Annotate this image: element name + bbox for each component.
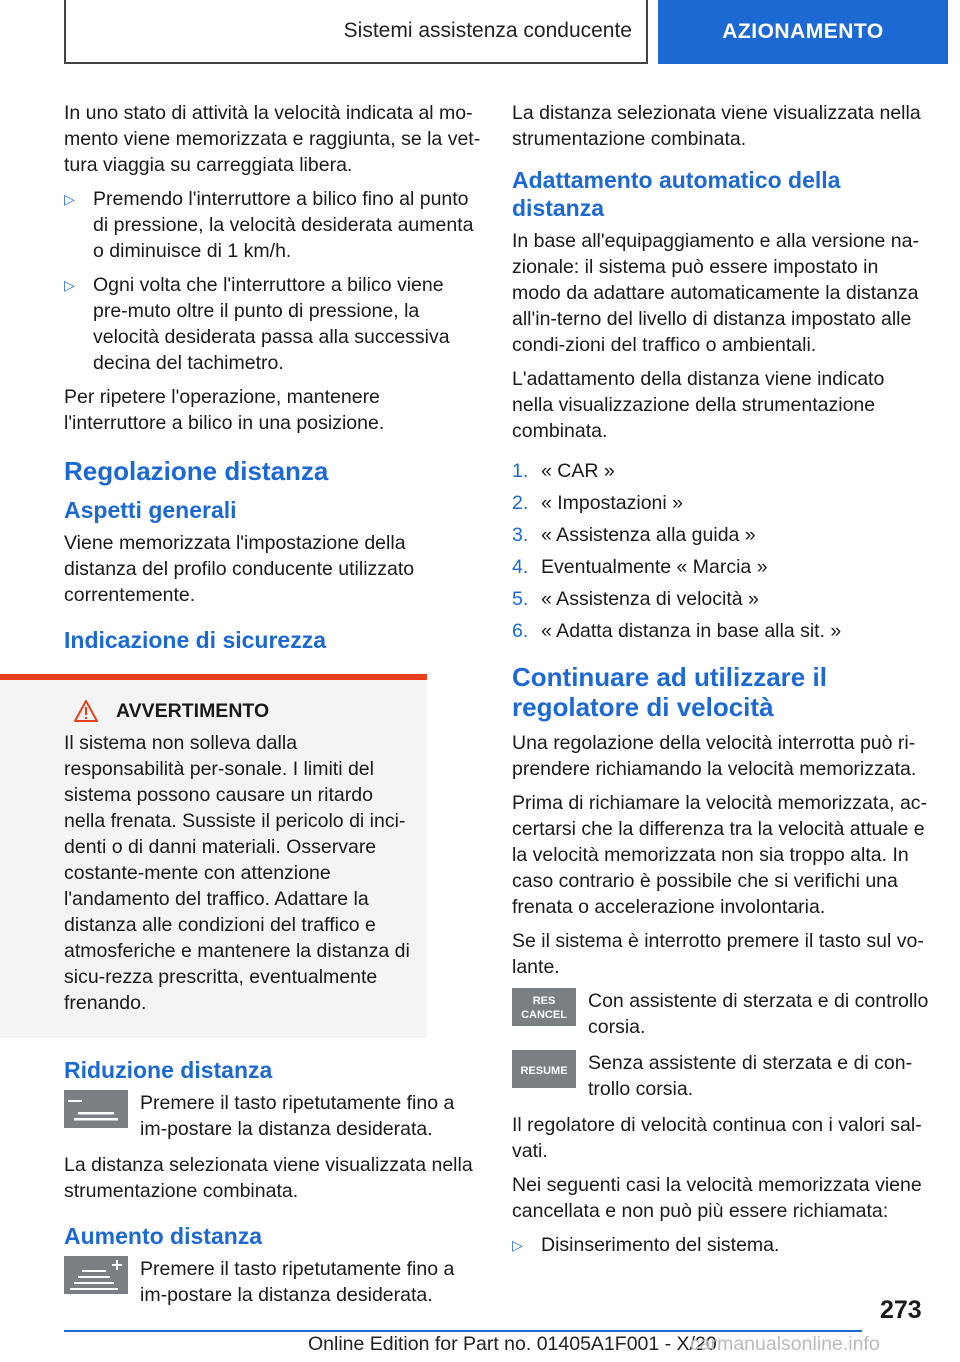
paragraph: Prima di richiamare la velocità memorizzata, ac-certarsi che la differenza tra la velocità attuale e la velocità memorizzata non sia troppo alta. In caso contrario è possibile che si verifichi una frenata o accelerazione involontaria. bbox=[512, 792, 928, 918]
paragraph: Il regolatore di velocità continua con i valori sal-vati. bbox=[512, 1114, 922, 1162]
list-item bbox=[512, 1232, 930, 1258]
step-number: 3. bbox=[512, 524, 529, 546]
aumento-text: Premere il tasto ripetutamente fino a im-postare la distanza desiderata. bbox=[140, 1258, 455, 1306]
res-cancel-button-icon bbox=[512, 988, 576, 1040]
step-text: « Adatta distanza in base alla sit. » bbox=[541, 620, 842, 642]
heading-adattamento: Adattamento automatico della distanza bbox=[512, 167, 841, 221]
paragraph: Nei seguenti casi la velocità memorizzata viene cancellata e non può più essere richiamata: bbox=[512, 1174, 922, 1222]
step-number: 2. bbox=[512, 492, 529, 514]
list-item bbox=[512, 458, 930, 484]
warning-text: Il sistema non solleva dalla responsabilità per-sonale. I limiti del sistema possono causare un ritardo nella frenata. Sussiste il pericolo di inci-denti o di danni materiali. Osservare costante-mente con attenzione l'andamento del traffico. Adattare la distanza alle condizioni del traffico e atmosferiche e mantenere la distanza di sicu-rezza prescritta, eventualmente frenando. bbox=[64, 732, 410, 1014]
paragraph: Per ripetere l'operazione, mantenere l'interruttore a bilico in una posizione. bbox=[64, 386, 385, 434]
aumento-row bbox=[64, 1256, 481, 1308]
watermark: carmanualsonline.info bbox=[690, 1333, 880, 1355]
paragraph: In base all'equipaggiamento e alla versione na-zionale: il sistema può essere impostato in modo da adattare automaticamente la distanza all'in-terno del livello di distanza impostato alle condi-zioni del traffico o ambientali. bbox=[512, 230, 919, 356]
header-section bbox=[64, 0, 648, 64]
step-text: « CAR » bbox=[541, 460, 615, 482]
heading-aspetti: Aspetti generali bbox=[64, 497, 237, 523]
warning-title-row bbox=[64, 698, 417, 724]
resume-row bbox=[512, 1050, 930, 1102]
step-number: 1. bbox=[512, 460, 529, 482]
heading-regolazione: Regolazione distanza bbox=[64, 456, 329, 486]
triangle-bullet-icon: ▷ bbox=[64, 191, 75, 207]
step-number: 5. bbox=[512, 588, 529, 610]
paragraph: La distanza selezionata viene visualizzata nella strumentazione combinata. bbox=[64, 1154, 473, 1202]
list-item-text: Ogni volta che l'interruttore a bilico viene pre-muto oltre il punto di pressione, la velocità desiderata passa alla successiva decina del tachimetro. bbox=[93, 274, 450, 374]
paragraph: La distanza selezionata viene visualizzata nella strumentazione combinata. bbox=[512, 102, 921, 150]
paragraph: Viene memorizzata l'impostazione della distanza del profilo conducente utilizzato correntemente. bbox=[64, 532, 415, 606]
riduzione-row bbox=[64, 1090, 481, 1142]
paragraph: In uno stato di attività la velocità indicata al mo-mento viene memorizzata e raggiunta, se la vet-tura viaggia su carreggiata libera. bbox=[64, 102, 481, 176]
paragraph: Una regolazione della velocità interrotta può ri-prendere richiamando la velocità memorizzata. bbox=[512, 732, 917, 780]
paragraph: Se il sistema è interrotto premere il tasto sul vo-lante. bbox=[512, 930, 924, 978]
list-item bbox=[512, 618, 930, 644]
list-item bbox=[512, 522, 930, 548]
footer-edition: Online Edition for Part no. 01405A1F001 - X/20 bbox=[308, 1333, 717, 1355]
step-text: « Impostazioni » bbox=[541, 492, 683, 514]
step-text: Eventualmente « Marcia » bbox=[541, 556, 768, 578]
list-item bbox=[64, 272, 481, 376]
header-section-title: Sistemi assistenza conducente bbox=[343, 19, 632, 42]
triangle-bullet-icon: ▷ bbox=[64, 277, 75, 293]
heading-aumento: Aumento distanza bbox=[64, 1223, 263, 1249]
heading-indicazione: Indicazione di sicurezza bbox=[64, 627, 327, 653]
triangle-bullet-icon: ▷ bbox=[512, 1237, 523, 1253]
resume-label: RESUME bbox=[520, 1065, 568, 1077]
step-text: « Assistenza alla guida » bbox=[541, 524, 756, 546]
paragraph: L'adattamento della distanza viene indicato nella visualizzazione della strumentazione combinata. bbox=[512, 368, 885, 442]
resume-text: Senza assistente di sterzata e di con-trollo corsia. bbox=[588, 1052, 913, 1100]
res-cancel-row bbox=[512, 988, 930, 1040]
list-item-text: Disinserimento del sistema. bbox=[541, 1234, 780, 1256]
warning-box bbox=[0, 674, 427, 1038]
list-item bbox=[512, 586, 930, 612]
list-item-text: Premendo l'interruttore a bilico fino al punto di pressione, la velocità desiderata aumenta o diminuisce di 1 km/h. bbox=[93, 188, 474, 262]
right-column bbox=[512, 100, 930, 1266]
warning-title: AVVERTIMENTO bbox=[116, 700, 270, 722]
steps-list bbox=[512, 458, 930, 644]
distance-increase-button-icon bbox=[64, 1256, 128, 1308]
resume-button-icon bbox=[512, 1050, 576, 1102]
heading-riduzione: Riduzione distanza bbox=[64, 1057, 273, 1083]
cancel-label: CANCEL bbox=[521, 1009, 567, 1021]
riduzione-text: Premere il tasto ripetutamente fino a im-postare la distanza desiderata. bbox=[140, 1092, 455, 1140]
distance-decrease-button-icon bbox=[64, 1090, 128, 1142]
step-number: 6. bbox=[512, 620, 529, 642]
heading-continuare: Continuare ad utilizzare il regolatore di velocità bbox=[512, 662, 827, 722]
step-number: 4. bbox=[512, 556, 529, 578]
list-item bbox=[512, 490, 930, 516]
list-item bbox=[512, 554, 930, 580]
res-label: RES bbox=[532, 995, 556, 1007]
warning-triangle-icon bbox=[74, 700, 98, 722]
header-chapter-tab bbox=[658, 0, 948, 64]
list-item bbox=[64, 186, 481, 264]
page-number: 273 bbox=[880, 1296, 922, 1324]
left-column bbox=[64, 100, 481, 1318]
footer-divider bbox=[64, 1330, 862, 1332]
res-cancel-text: Con assistente di sterzata e di controllo corsia. bbox=[588, 990, 929, 1038]
header-chapter-title: AZIONAMENTO bbox=[722, 20, 884, 43]
step-text: « Assistenza di velocità » bbox=[541, 588, 759, 610]
